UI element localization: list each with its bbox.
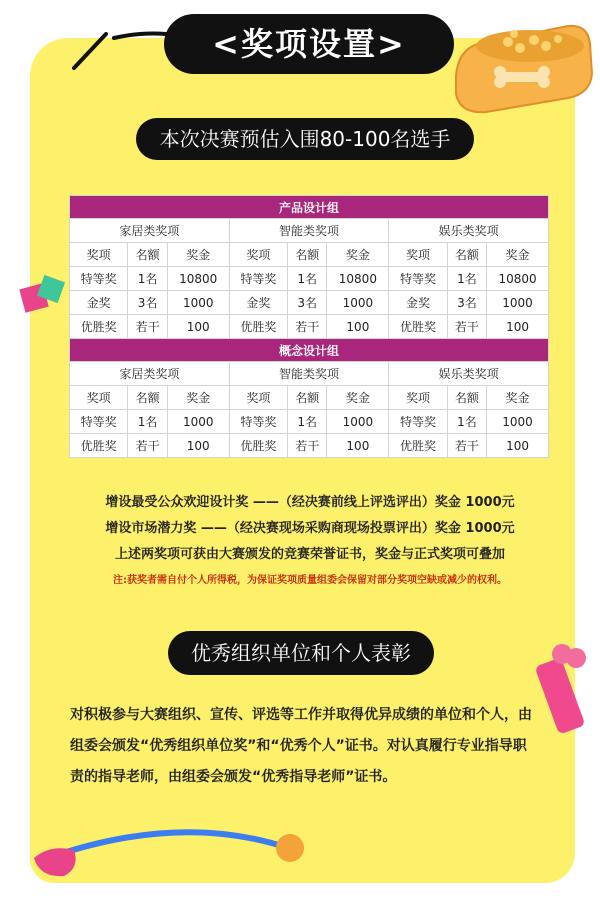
table-cell: 1名 (288, 267, 327, 291)
extra-award-line: 上述两奖项可获由大赛颁发的竞赛荣誉证书，奖金与正式奖项可叠加 (114, 547, 505, 562)
table-row (70, 410, 549, 434)
table-cell: 特等奖 (389, 410, 447, 434)
page-title: <奖项设置> (164, 14, 454, 74)
finalists-subtitle: 本次决赛预估入围80-100名选手 (136, 118, 474, 160)
category-header: 智能类奖项 (229, 362, 389, 386)
pink-bone-icon (532, 640, 600, 750)
table-cell: 金奖 (70, 291, 128, 315)
table-cell: 优胜奖 (70, 315, 128, 339)
column-header: 奖金 (487, 386, 549, 410)
table-cell: 1名 (447, 410, 486, 434)
brush-stroke-decoration (70, 14, 170, 74)
column-header: 名额 (128, 243, 167, 267)
table-cell: 100 (167, 434, 229, 458)
table-cell: 特等奖 (389, 267, 447, 291)
table-row (70, 267, 549, 291)
column-header: 奖金 (327, 386, 389, 410)
table-row (70, 386, 549, 410)
column-header: 奖项 (229, 243, 287, 267)
table-cell: 若干 (128, 434, 167, 458)
column-header: 名额 (288, 243, 327, 267)
table-cell: 金奖 (389, 291, 447, 315)
table-cell: 若干 (447, 434, 486, 458)
table-cell: 特等奖 (70, 410, 128, 434)
table-row (70, 291, 549, 315)
column-header: 奖项 (229, 386, 287, 410)
table-cell: 优胜奖 (389, 434, 447, 458)
column-header: 名额 (447, 386, 486, 410)
honors-subtitle: 优秀组织单位和个人表彰 (168, 631, 434, 675)
honors-paragraph: 对积极参与大赛组织、宣传、评选等工作并取得优异成绩的单位和个人，由组委会颁发“优秀组织单位奖”和“优秀个人”证书。对认真履行专业指导职责的指导老师，由组委会颁发“优秀指导老师”证书。 (70, 707, 532, 785)
column-header: 奖金 (167, 386, 229, 410)
table-cell: 若干 (288, 434, 327, 458)
table-cell: 优胜奖 (70, 434, 128, 458)
column-header: 奖项 (389, 386, 447, 410)
extra-awards-section (60, 490, 560, 594)
table-cell: 100 (327, 315, 389, 339)
category-header: 家居类奖项 (70, 362, 230, 386)
column-header: 奖项 (70, 386, 128, 410)
table-row (70, 434, 549, 458)
extra-award-line: 增设最受公众欢迎设计奖 ——（经决赛前线上评选评出）奖金 1000元 (105, 495, 515, 510)
table-cell: 3名 (288, 291, 327, 315)
table-cell: 100 (167, 315, 229, 339)
table-cell: 若干 (128, 315, 167, 339)
table-cell: 100 (327, 434, 389, 458)
table-cell: 3名 (447, 291, 486, 315)
column-header: 奖金 (327, 243, 389, 267)
table-cell: 特等奖 (229, 267, 287, 291)
table-row (70, 315, 549, 339)
table-cell: 1名 (128, 267, 167, 291)
table-cell: 1名 (447, 267, 486, 291)
table-cell: 优胜奖 (229, 315, 287, 339)
table-cell: 优胜奖 (389, 315, 447, 339)
table-cell: 100 (487, 434, 549, 458)
table-cell: 10800 (327, 267, 389, 291)
table-cell: 1名 (288, 410, 327, 434)
table-cell: 1000 (327, 291, 389, 315)
table-cell: 1000 (487, 410, 549, 434)
column-header: 奖项 (70, 243, 128, 267)
table-row (70, 243, 549, 267)
group-header-concept: 概念设计组 (70, 339, 549, 362)
table-cell: 10800 (487, 267, 549, 291)
table-cell: 特等奖 (70, 267, 128, 291)
column-header: 奖金 (167, 243, 229, 267)
table-cell: 若干 (288, 315, 327, 339)
table-cell: 1名 (128, 410, 167, 434)
table-cell: 10800 (167, 267, 229, 291)
column-header: 奖项 (389, 243, 447, 267)
dog-bowl-icon (448, 14, 596, 114)
table-cell: 特等奖 (229, 410, 287, 434)
pink-green-puzzle-icon (16, 270, 72, 322)
table-cell: 3名 (128, 291, 167, 315)
table-cell: 1000 (487, 291, 549, 315)
group-header-product: 产品设计组 (70, 196, 549, 219)
category-header: 智能类奖项 (229, 219, 389, 243)
column-header: 名额 (288, 386, 327, 410)
table-cell: 优胜奖 (229, 434, 287, 458)
column-header: 奖金 (487, 243, 549, 267)
category-header: 娱乐类奖项 (389, 362, 549, 386)
column-header: 名额 (447, 243, 486, 267)
tax-note: 注:获奖者需自付个人所得税，为保证奖项质量组委会保留对部分奖项空缺或减少的权利。 (113, 575, 507, 586)
table-cell: 金奖 (229, 291, 287, 315)
table-cell: 若干 (447, 315, 486, 339)
table-cell: 1000 (167, 291, 229, 315)
column-header: 名额 (128, 386, 167, 410)
extra-award-line: 增设市场潜力奖 ——（经决赛现场采购商现场投票评出）奖金 1000元 (105, 521, 515, 536)
table-cell: 100 (487, 315, 549, 339)
table-cell: 1000 (327, 410, 389, 434)
table-cell: 1000 (167, 410, 229, 434)
category-header: 娱乐类奖项 (389, 219, 549, 243)
blue-leash-decoration (30, 818, 320, 888)
awards-table (69, 195, 549, 458)
category-header: 家居类奖项 (70, 219, 230, 243)
